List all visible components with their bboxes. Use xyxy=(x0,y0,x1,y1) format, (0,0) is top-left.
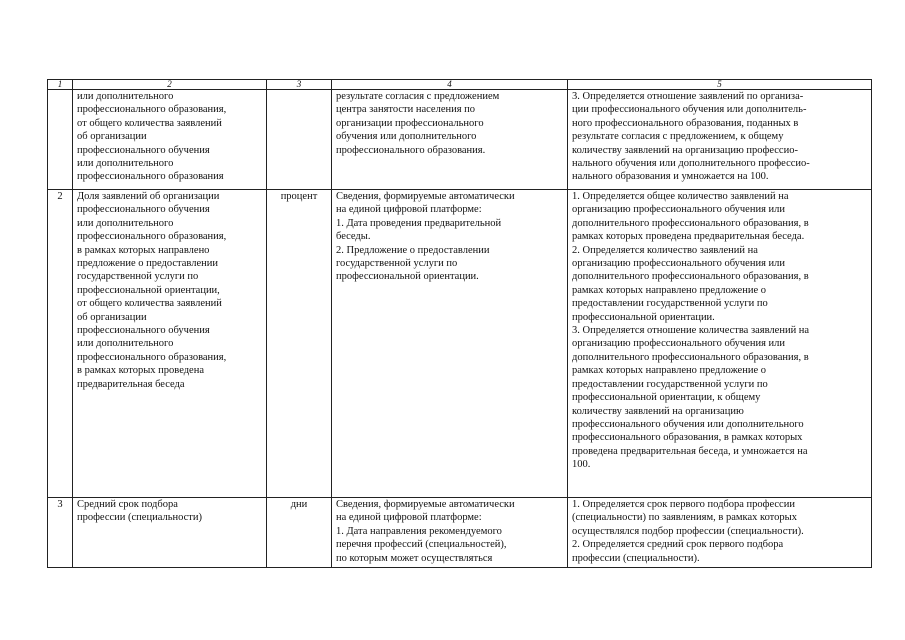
unit-of-measure: процент xyxy=(267,190,332,498)
row-number xyxy=(48,90,73,190)
table-row xyxy=(48,498,872,568)
indicator-table xyxy=(47,79,872,568)
data-source: Сведения, формируемые автоматически на единой цифровой платформе: 1. Дата направления рекомендуемого перечня профессий (специальностей), по которым может осуществляться xyxy=(332,498,568,568)
unit-of-measure xyxy=(267,90,332,190)
data-source: Сведения, формируемые автоматически на единой цифровой платформе: 1. Дата проведения предварительной беседы. 2. Предложение о предоставлении государственной услуги по профессиональной ориентации. xyxy=(332,190,568,498)
calculation-method: 3. Определяется отношение заявлений по организа- ции профессионального обучения или дополнитель- ного профессионального образования, поданных в результате согласия с предложением, к общему количеству заявлений на организацию профессио- нального обучения или дополнительного профессио- нального образования и умножается на 100. xyxy=(568,90,872,190)
indicator-name: Доля заявлений об организации профессионального обучения или дополнительного профессионального образования, в рамках которых направлено предложение о предоставлении государственной услуги по профессиональной ориентации, от общего количества заявлений об организации профессионального обучения или дополнительного профессионального образования, в рамках которых проведена предварительная беседа xyxy=(73,190,267,498)
calculation-method: 1. Определяется общее количество заявлений на организацию профессионального обучения или дополнительного профессионального образования, в рамках которых проведена предварительная беседа. 2. Определяется количество заявлений на организацию профессионального обучения или дополнительного профессионального образования, в рамках которых направлено предложение о предоставлении государственной услуги по профессиональной ориентации. 3. Определяется отношение количества заявлений на организацию профессионального обучения или дополнительного профессионального образования, в рамках которых направлено предложение о предоставлении государственной услуги по профессиональной ориентации, к общему количеству заявлений на организацию профессионального обучения или дополнительного профессионального образования, в рамках которых проведена предварительная беседа, и умножается на 100. xyxy=(568,190,872,498)
row-number: 3 xyxy=(48,498,73,568)
calculation-method: 1. Определяется срок первого подбора профессии (специальности) по заявлениям, в рамках которых осуществлялся подбор профессии (специальности). 2. Определяется средний срок первого подбора профессии (специальности). xyxy=(568,498,872,568)
column-number-1: 1 xyxy=(48,80,73,90)
row-number: 2 xyxy=(48,190,73,498)
unit-of-measure: дни xyxy=(267,498,332,568)
table-row xyxy=(48,90,872,190)
column-number-2: 2 xyxy=(73,80,267,90)
indicator-name: или дополнительного профессионального образования, от общего количества заявлений об организации профессионального обучения или дополнительного профессионального образования xyxy=(73,90,267,190)
indicator-name: Средний срок подбора профессии (специальности) xyxy=(73,498,267,568)
data-source: результате согласия с предложением центра занятости населения по организации профессионального обучения или дополнительного профессионального образования. xyxy=(332,90,568,190)
table-row xyxy=(48,190,872,498)
column-number-row xyxy=(48,80,872,90)
column-number-4: 4 xyxy=(332,80,568,90)
column-number-5: 5 xyxy=(568,80,872,90)
column-number-3: 3 xyxy=(267,80,332,90)
